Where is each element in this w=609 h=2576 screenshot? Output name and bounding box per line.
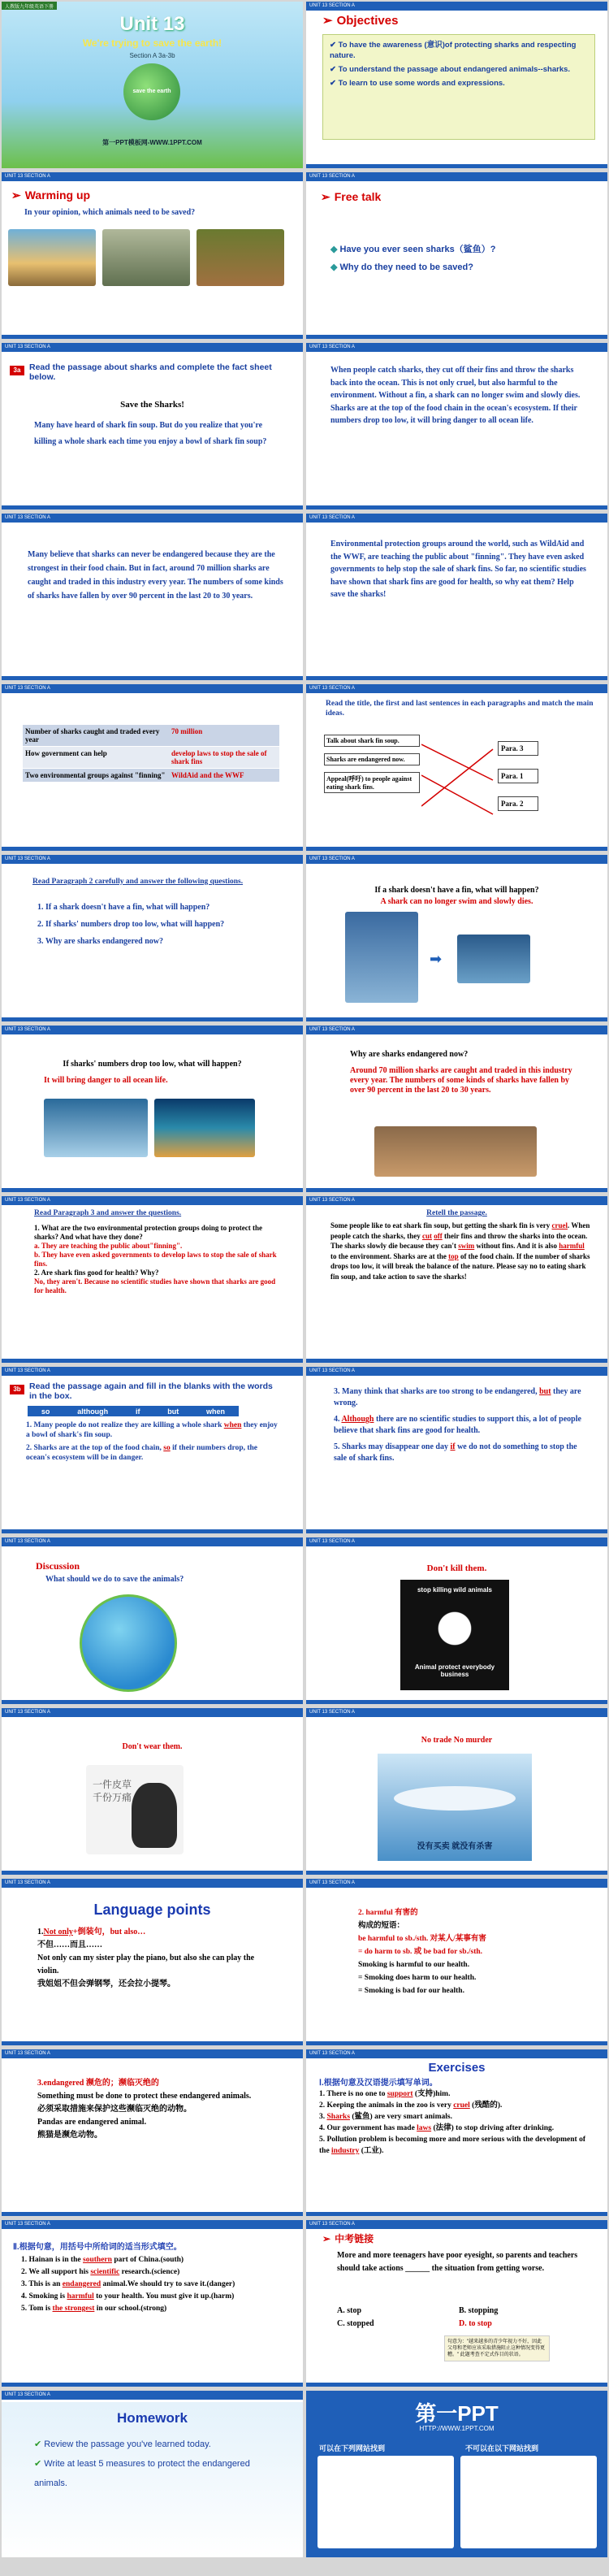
reef-photo [154, 1099, 255, 1157]
freetalk-q2: ◆ Why do they need to be saved? [330, 262, 473, 272]
objectives-slide [306, 2, 607, 168]
poster-top: stop killing wild animals [417, 1586, 492, 1594]
slide-header: UNIT 13 SECTION A [2, 1026, 303, 1034]
para2-instruction: Read Paragraph 2 carefully and answer the following questions. [32, 878, 244, 886]
notrade-slide [306, 1708, 607, 1875]
zk-note: 句意为："越来越多的青少年视力不好，因此父母和老师应该采取措施阻止这种情况变得更糟。" 此题考查不定式作目的状语。 [444, 2335, 550, 2361]
slide-header: UNIT 13 SECTION A [2, 855, 303, 864]
para2q-slide [2, 855, 303, 1021]
zk-title: 中考链接 [335, 2233, 374, 2244]
s3b-items-2: 3. Many think that sharks are too strong to be endangered, but they are wrong. 4. Although there are no scientific studies to support this, a lot of people believe that shark fins are good for health. 5. Sharks may disappear one day if we do not do something to stop the sale of shark fins. [334, 1387, 581, 1463]
ans1-answer: A shark can no longer swim and slowly dies. [380, 897, 533, 906]
slide-header: UNIT 13 SECTION A [306, 1367, 607, 1376]
slide-header: UNIT 13 SECTION A [306, 1026, 607, 1034]
cover-badge: 人教版九年级英语下册 [2, 2, 57, 10]
slide-header: UNIT 13 SECTION A [306, 172, 607, 181]
notrade-poster [378, 1754, 532, 1861]
p2-slide [2, 514, 303, 680]
kingfisher-photo [8, 229, 96, 286]
cover-slide [2, 2, 303, 168]
match-lines [421, 733, 495, 830]
brand-col1: 可以在下列网站找到 [319, 2444, 386, 2452]
fact-row: Number of sharks caught and traded every year 70 million [23, 725, 279, 747]
slide-header: UNIT 13 SECTION A [306, 1879, 607, 1888]
slide-header: UNIT 13 SECTION A [306, 855, 607, 864]
slide-header: UNIT 13 SECTION A [306, 514, 607, 523]
paragraph-2: Many believe that sharks can never be endangered because they are the strongest in their food chain. But in fact, around 70 million sharks are caught and traded in this industry every year. The numbers of some kinds of sharks have fallen by over 90 percent in the last 20 to 30 years. [28, 550, 283, 601]
arrow-right-icon: ➡ [430, 951, 443, 967]
paragraph-3: Environmental protection groups around the world, such as WildAid and the WWF, are teaching the public about "finning". They have even asked governments to help stop the sale of shark fins. So far, no scientific studies have shown that shark fins are good for health, so why eat them? Help save the sharks! [330, 540, 586, 599]
match-item: Talk about shark fin soup. [324, 735, 420, 747]
match-target: Para. 2 [498, 796, 538, 811]
para3q-slide [2, 1196, 303, 1363]
slide-header: UNIT 13 SECTION A [2, 1196, 303, 1205]
warming-title: Warming up [24, 189, 91, 202]
dontkill-title: Don't kill them. [426, 1563, 487, 1573]
bird-photo [102, 229, 190, 286]
fur-poster-text: 一件皮草 千份万痛 [93, 1779, 132, 1803]
match-right [498, 741, 538, 811]
endangered-content: 3.endangered 濒危的；濒临灭绝的 Something must be done to protect these endangered animals. 必须采取措施来保护这些濒临灭绝的动物。 Pandas are endangered animal. 熊猫是濒危动物。 [37, 2079, 252, 2140]
slide-header: UNIT 13 SECTION A [2, 172, 303, 181]
notrade-title: No trade No murder [421, 1736, 493, 1745]
ans3-answer: Around 70 million sharks are caught and traded in this industry every year. The numbers of some kinds of sharks have fallen by over 90 percent in the last 20 to 30 years. [350, 1066, 572, 1095]
para2-questions: 1. If a shark doesn't have a fin, what will happen? 2. If sharks' numbers drop too low, what will happen? 3. Why are sharks endangered now? [37, 903, 225, 946]
poster-bottom: Animal protect everybody business [414, 1663, 495, 1678]
ans2-slide [2, 1026, 303, 1192]
ex2-list: 1. Hainan is in the southern part of China.(south) 2. We all support his scientific research.(science) 3. This is an endangered animal.We should try to save it.(danger) 4. Smoking is harmful to your health. You must give it up.(harm) 5. Tom is the strongest in our school.(strong) [21, 2256, 235, 2313]
dontwear-title: Don't wear them. [122, 1742, 183, 1751]
para3-content: 1. What are the two environmental protection groups doing to protect the sharks? And what have they done? a. They are teaching the public about"finning". b. They have even asked governments to develop laws to stop the sale of shark fins. 2. Are shark fins good for health? Why? No, they aren't. Because no scientific studies have shown that sharks are good for health. [34, 1224, 277, 1295]
lesson-title: We're trying to save the earth! [82, 37, 222, 49]
match-item: Appeal(呼吁) to people against eating shark fins. [324, 772, 420, 793]
slide-header: UNIT 13 SECTION A [2, 1708, 303, 1717]
ex2-slide [2, 2220, 303, 2387]
match-item: Sharks are endangered now. [324, 753, 420, 765]
s3b-items-1: 1. Many people do not realize they are killing a whole shark when they enjoy a bowl of shark's fin soup. 2. Sharks are at the top of the food chain, so if their numbers drop, the ocean's ecosystem will be in danger. [26, 1421, 278, 1462]
stop-icon [426, 1600, 483, 1657]
fact-row: How government can help develop laws to stop the sale of shark fins [23, 747, 279, 769]
slide-header: UNIT 13 SECTION A [2, 343, 303, 352]
lp-content: 1.Not only+倒装句，but also… 不但……而且…… Not only can my sister play the piano, but also she can play the violin. 我姐姐不但会弹钢琴，还会拉小提琴。 [37, 1928, 255, 1988]
match-slide [306, 684, 607, 851]
unit-title: Unit 13 [119, 13, 185, 35]
slide-header: UNIT 13 SECTION A [306, 1708, 607, 1717]
s3b-cont-slide [306, 1367, 607, 1533]
dead-shark-photo [457, 935, 530, 983]
slide-header: UNIT 13 SECTION A [2, 2220, 303, 2229]
discussion-title: Discussion [36, 1560, 80, 1572]
slide-header: UNIT 13 SECTION A [2, 2391, 303, 2400]
p1-slide [306, 343, 607, 510]
arrow-icon: ➢ [321, 190, 330, 203]
dontkill-slide [306, 1537, 607, 1704]
objective-item: ✔ To learn to use some words and expressions. [330, 79, 505, 88]
harmful-content: 2. harmful 有害的 构成的短语： be harmful to sb./sth. 对某人/某事有害 = do harm to sb. 或 be bad for sb./sth. Smoking is harmful to our health. = Smoking does harm to our health. = Smoking is bad for our health. [358, 1909, 486, 1995]
cover-footer: 第一PPT模板网-WWW.1PPT.COM [102, 139, 202, 146]
p3-slide [306, 514, 607, 680]
brand-col2: 不可以在以下网站找到 [465, 2444, 539, 2452]
slide-header: UNIT 13 SECTION A [306, 1537, 607, 1546]
shark-fin-photo [345, 912, 418, 1003]
match-target: Para. 1 [498, 769, 538, 783]
factsheet-slide [2, 684, 303, 851]
lp-slide [2, 1879, 303, 2045]
objective-item: ✔ To understand the passage about endangered animals--sharks. [330, 65, 571, 74]
retell-passage: Some people like to eat shark fin soup, but getting the shark fin is very cruel. When people catch the sharks, they cut off their fins and throw the sharks into the ocean. The sharks slowly die because they can't swim without fins. And it is also harmful to the environment. Sharks are at the top of the food chain. If the number of sharks drops too low, it will break the balance of the nature. Please say no to eating shark fin soup, and take action to save the sharks! [330, 1221, 590, 1281]
exercises-title: Exercises [428, 2061, 486, 2075]
slide-header: UNIT 13 SECTION A [2, 1367, 303, 1376]
mink-silhouette [132, 1783, 177, 1848]
arrow-icon: ➢ [322, 14, 333, 28]
arrow-icon: ➢ [11, 189, 21, 202]
s3b-instruction: Read the passage again and fill in the blanks with the words in the box. [29, 1381, 273, 1401]
earth-logo [123, 63, 180, 120]
brand-slide [306, 2391, 607, 2557]
s3a-slide [2, 343, 303, 510]
brand-box-2 [460, 2456, 597, 2548]
harmful-slide [306, 1879, 607, 2045]
ans1-question: If a shark doesn't have a fin, what will happen? [374, 886, 539, 895]
lp-title: Language points [93, 1902, 211, 1918]
ans1-slide [306, 855, 607, 1021]
exercises-subtitle: Ⅰ.根据句意及汉语提示填写单词。 [319, 2079, 438, 2088]
ans3-slide [306, 1026, 607, 1192]
earth-kids-illustration [80, 1594, 177, 1692]
poster [400, 1580, 509, 1690]
slide-header: UNIT 13 SECTION A [2, 1879, 303, 1888]
warming-slide [2, 172, 303, 339]
shark-drawing [394, 1786, 516, 1811]
ans2-answer: It will bring danger to all ocean life. [44, 1076, 168, 1085]
freetalk-title: Free talk [334, 190, 382, 203]
homework-list: ✔ Review the passage you've learned today. ✔ Write at least 5 measures to protect the endangered animals. [34, 2439, 250, 2488]
fact-table [23, 725, 279, 782]
dontwear-slide [2, 1708, 303, 1875]
logo-text: save the earth [132, 89, 171, 94]
homework-title: Homework [117, 2410, 188, 2426]
fact-row: Two environmental groups against "finning" WildAid and the WWF [23, 769, 279, 782]
ans2-question: If sharks' numbers drop too low, what will happen? [63, 1060, 242, 1069]
objectives-box [322, 34, 595, 140]
objectives-title: Objectives [336, 14, 399, 28]
slide-header: UNIT 13 SECTION A [306, 1196, 607, 1205]
homework-slide [2, 2391, 303, 2557]
slide-header: UNIT 13 SECTION A [2, 1537, 303, 1546]
slide-header: UNIT 13 SECTION A [306, 684, 607, 693]
notrade-poster-text: 没有买卖 就没有杀害 [417, 1842, 493, 1851]
slide-header: UNIT 13 SECTION A [306, 2, 607, 11]
discussion-question: What should we do to save the animals? [45, 1575, 184, 1584]
slide-header: UNIT 13 SECTION A [2, 2049, 303, 2058]
fins-photo [374, 1126, 537, 1177]
freetalk-q1: ◆ Have you ever seen sharks（鲨鱼）? [330, 245, 496, 254]
zk-options: A. stop B. stopping C. stopped D. to stop [337, 2306, 499, 2328]
zk-slide [306, 2220, 607, 2387]
tag-3a: 3a [10, 366, 24, 375]
section-label: Section A 3a-3b [129, 52, 175, 59]
passage-intro: Many have heard of shark fin soup. But do you realize that you're killing a whole shark each time you enjoy a bowl of shark fin soup? [34, 421, 267, 446]
tag-3b: 3b [10, 1385, 24, 1394]
slide-header: UNIT 13 SECTION A [306, 2220, 607, 2229]
s3a-instruction: Read the passage about sharks and complete the fact sheet below. [29, 362, 272, 382]
retell-slide [306, 1196, 607, 1363]
freetalk-slide [306, 172, 607, 339]
brand-box-1 [317, 2456, 454, 2548]
fur-poster [86, 1765, 184, 1854]
slide-header: UNIT 13 SECTION A [2, 514, 303, 523]
ans3-question: Why are sharks endangered now? [350, 1050, 469, 1059]
retell-title: Retell the passage. [426, 1209, 487, 1217]
endangered-slide [2, 2049, 303, 2216]
slide-header: UNIT 13 SECTION A [306, 2049, 607, 2058]
slide-header: UNIT 13 SECTION A [306, 343, 607, 352]
ex2-title: Ⅱ.根据句意，用括号中所给词的适当形式填空。 [13, 2243, 182, 2252]
para3-instruction: Read Paragraph 3 and answer the questions. [34, 1209, 182, 1217]
brand-logo: 第一PPT [415, 2401, 499, 2426]
match-instruction: Read the title, the first and last sentences in each paragraphs and match the main ideas. [326, 700, 594, 718]
objective-item: ✔ To have the awareness (意识)of protecting sharks and respecting nature. [330, 41, 577, 60]
word-box: so although if but when [28, 1406, 239, 1416]
discussion-slide [2, 1537, 303, 1704]
s3b-slide [2, 1367, 303, 1533]
exercises-list: 1. There is no one to support (支持)him. 2. Keeping the animals in the zoo is very cruel (残酷的). 3. Sharks (鲨鱼) are very smart animals. 4. Our government has made laws (法律) to stop driving after drinking. 5. Pollution problem is becoming more and more serious with the development of the industry (工业). [319, 2090, 586, 2155]
arrow-icon: ➢ [322, 2233, 331, 2244]
paragraph-1: When people catch sharks, they cut off their fins and throw the sharks back into the ocean. This is not only cruel, but also harmful to the environment. Without a fin, a shark can no longer swim and slowly dies. Sharks are at the top of the food chain in the ocean's ecosystem. If their numbers drop too low, it will bring danger to all ocean life. [330, 366, 581, 425]
match-target: Para. 3 [498, 741, 538, 756]
deer-photo [197, 229, 284, 286]
exercises-slide [306, 2049, 607, 2216]
warming-question: In your opinion, which animals need to be saved? [24, 208, 196, 217]
passage-title: Save the Sharks! [120, 400, 184, 410]
brand-url: HTTP://WWW.1PPT.COM [419, 2425, 495, 2432]
zk-question: More and more teenagers have poor eyesight, so parents and teachers should take actions ______ the situation from getting worse. [337, 2251, 578, 2273]
match-left [324, 735, 420, 793]
shark-photo [44, 1099, 148, 1157]
slide-header: UNIT 13 SECTION A [2, 684, 303, 693]
